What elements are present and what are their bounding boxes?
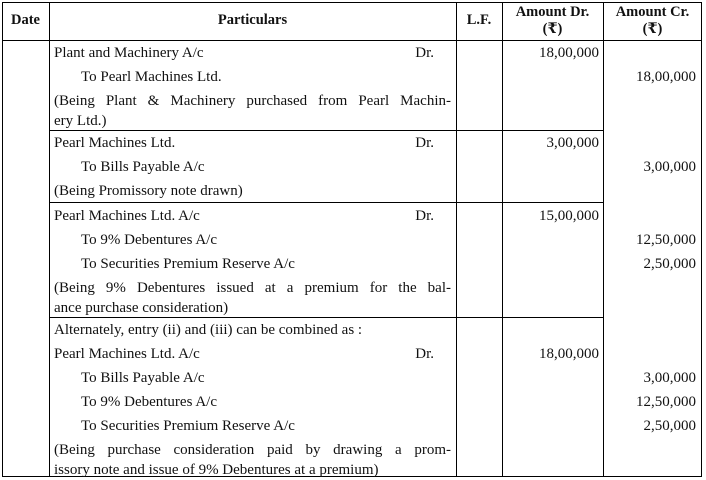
debit-account: Pearl Machines Ltd. A/c <box>54 208 200 224</box>
credit-account: To Securities Premium Reserve A/c <box>81 256 295 272</box>
credit-account: To Bills Payable A/c <box>81 370 205 386</box>
debit-account: Pearl Machines Ltd. A/c <box>54 346 200 362</box>
narration <box>54 278 451 318</box>
dr-marker: Dr. <box>415 346 434 362</box>
credit-account: To Securities Premium Reserve A/c <box>81 418 295 434</box>
narration-line: ery Ltd.) <box>54 113 107 129</box>
credit-amount: 3,00,000 <box>643 159 696 175</box>
header-amount-dr-unit: (₹) <box>542 20 563 37</box>
column-divider <box>456 2 457 477</box>
debit-account: Plant and Machinery A/c <box>54 45 204 61</box>
debit-amount: 18,00,000 <box>539 45 599 61</box>
header-amount-cr-label: Amount Cr. <box>615 3 690 20</box>
credit-amount: 18,00,000 <box>636 69 696 85</box>
debit-amount: 18,00,000 <box>539 346 599 362</box>
header-lf: L.F. <box>466 12 492 28</box>
narration <box>54 91 451 131</box>
credit-account: To Pearl Machines Ltd. <box>81 69 222 85</box>
header-amount-cr <box>603 2 702 39</box>
header-amount-dr <box>502 2 603 39</box>
narration <box>54 440 451 480</box>
credit-amount: 12,50,000 <box>636 394 696 410</box>
narration: (Being Promissory note drawn) <box>54 183 243 199</box>
dr-marker: Dr. <box>415 208 434 224</box>
alternate-note: Alternately, entry (ii) and (iii) can be combined as : <box>54 322 363 338</box>
column-divider <box>49 2 50 477</box>
credit-amount: 3,00,000 <box>643 370 696 386</box>
column-divider <box>502 2 503 477</box>
debit-amount: 3,00,000 <box>546 135 599 151</box>
debit-amount: 15,00,000 <box>539 208 599 224</box>
header-divider <box>2 40 702 41</box>
credit-account: To 9% Debentures A/c <box>81 394 217 410</box>
credit-account: To 9% Debentures A/c <box>81 232 217 248</box>
narration-line: ance purchase consideration) <box>54 300 229 316</box>
header-date: Date <box>11 12 40 28</box>
header-particulars: Particulars <box>217 12 288 28</box>
entry-divider <box>49 202 603 203</box>
dr-marker: Dr. <box>415 45 434 61</box>
narration-line: (Being purchase consideration paid by drawing a prom- <box>54 442 451 458</box>
dr-marker: Dr. <box>415 135 434 151</box>
narration-line: (Being Plant & Machinery purchased from Pearl Machin- <box>54 93 451 109</box>
credit-amount: 12,50,000 <box>636 232 696 248</box>
narration-line: (Being 9% Debentures issued at a premium for the bal- <box>54 280 451 296</box>
narration-line: issory note and issue of 9% Debentures at a premium) <box>54 462 379 478</box>
debit-account: Pearl Machines Ltd. <box>54 135 176 151</box>
credit-amount: 2,50,000 <box>643 256 696 272</box>
credit-account: To Bills Payable A/c <box>81 159 205 175</box>
header-amount-dr-label: Amount Dr. <box>515 3 590 20</box>
credit-amount: 2,50,000 <box>643 418 696 434</box>
header-amount-cr-unit: (₹) <box>642 20 663 37</box>
